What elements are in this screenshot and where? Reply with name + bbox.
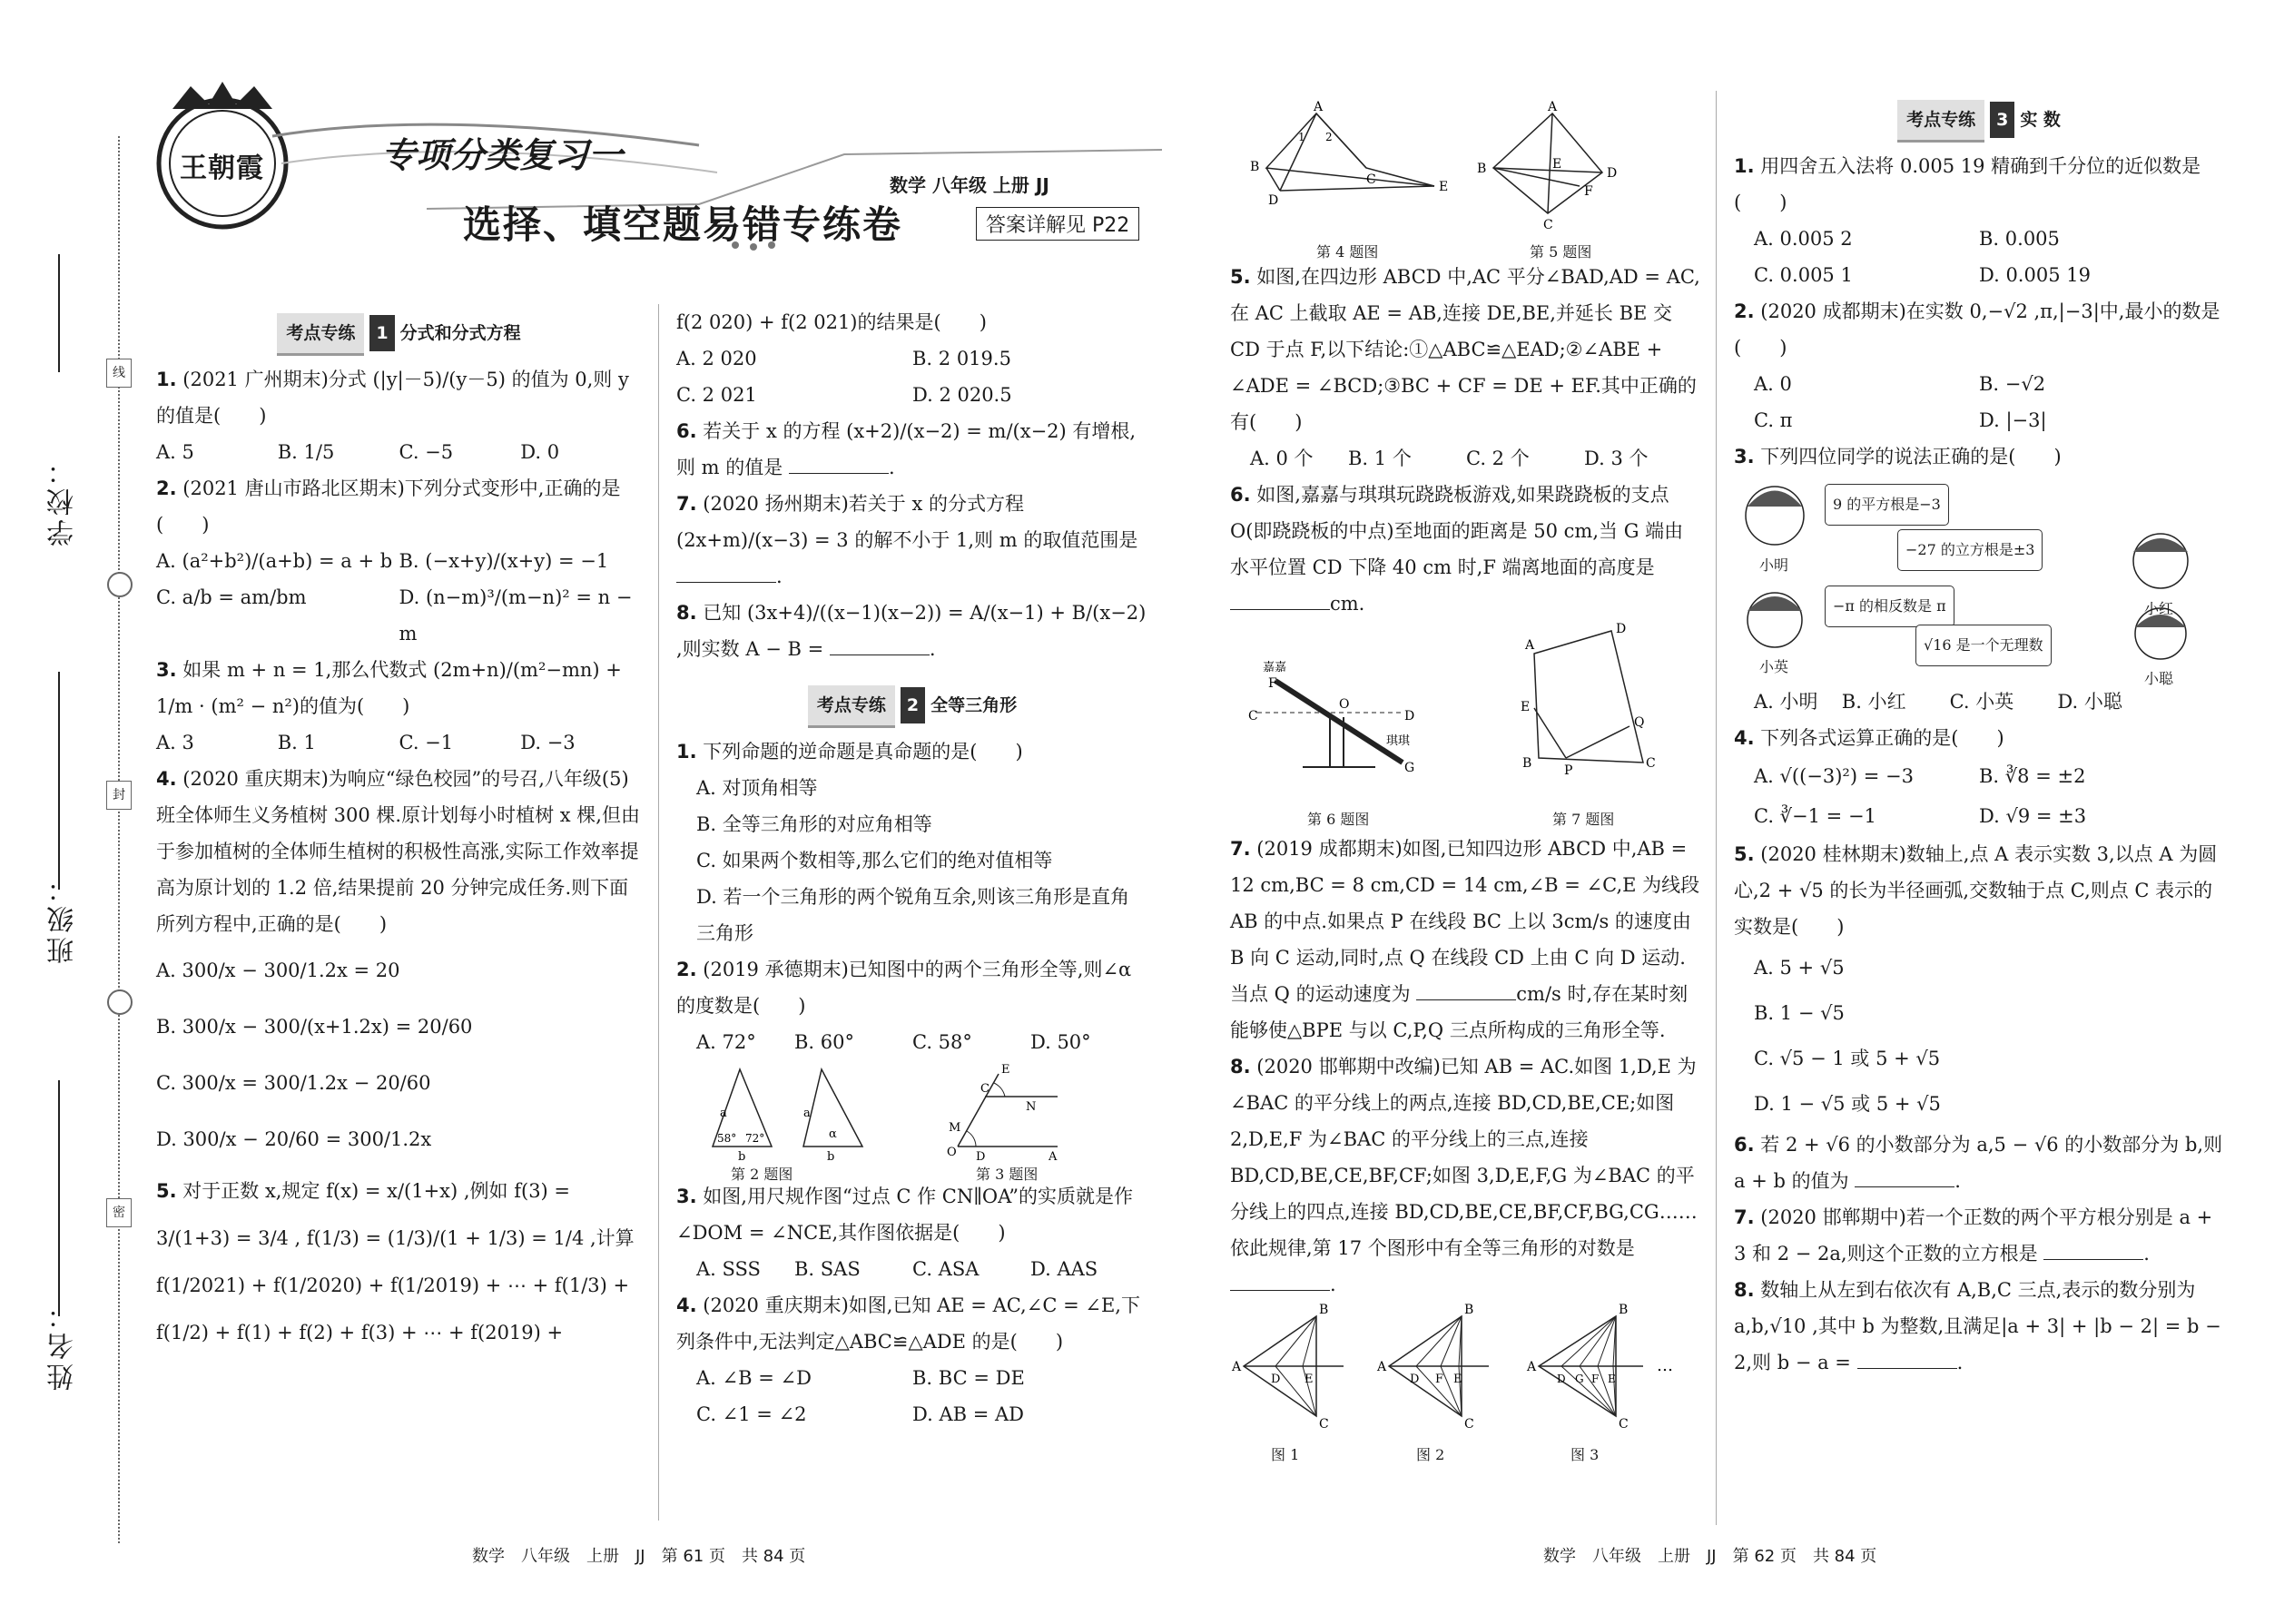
- seesaw-figures: [1230, 622, 1702, 803]
- question-3-7: 7. (2019 成都期末)如图,已知四边形 ABCD 中,AB = 12 cm,BC = 8 cm,CD = 14 cm,∠B = ∠C,E 为线段 AB 的中点.如果点 P 在线段 BC 上以 3cm/s 的速度由 B 向 C 运动,同时,点 Q 在线段 CD 上由 C 向 D 运动.当点 Q 的运动速度为 cm/s 时,存在某时刻能够使△BPE 与以 C,P,Q 三点所构成的三角形全等.: [1230, 838, 1700, 1041]
- binding-margin: [0, 0, 136, 1624]
- svg-text:N: N: [1026, 1100, 1037, 1114]
- student-name: 小明: [1759, 556, 1789, 574]
- figure-8-2-caption: 图 2: [1416, 1446, 1445, 1463]
- svg-text:A: A: [1525, 638, 1535, 653]
- section-header-2: 考点专练 2 全等三角形: [676, 685, 1148, 728]
- question-2: 2. (2021 唐山市路北区期末)下列分式变形中,正确的是( ): [156, 477, 621, 536]
- answer-blank[interactable]: [789, 455, 889, 474]
- column-3: [1230, 100, 1702, 1462]
- c4-options-1: A. 0.005 2 B. 0.005 C. 0.005 1 D. 0.005 19: [1754, 228, 2091, 286]
- svg-text:C: C: [1464, 1417, 1474, 1432]
- svg-text:1: 1: [1298, 131, 1305, 143]
- svg-text:E: E: [1453, 1373, 1462, 1386]
- figure-8-3-caption: 图 3: [1570, 1446, 1600, 1463]
- triangle-figures: [676, 1060, 1148, 1160]
- options-5: A. 2 020 B. 2 019.5 C. 2 021 D. 2 020.5: [676, 348, 1012, 406]
- student-name: 小聪: [2144, 670, 2174, 687]
- figure-3-caption: 第 3 题图: [976, 1166, 1039, 1183]
- svg-text:E: E: [1439, 180, 1449, 194]
- svg-text:E: E: [1608, 1373, 1616, 1385]
- brand-name: 王朝霞: [180, 153, 264, 184]
- school-line: [58, 254, 60, 372]
- cut-line: [118, 136, 120, 1543]
- page-meta: 数学 八年级 上册 JJ: [890, 174, 1049, 196]
- options-3: A. 3 B. 1 C. −1 D. −3: [156, 732, 576, 753]
- c4-question-6: 6. 若 2 + √6 的小数部分为 a,5 − √6 的小数部分为 b,则 a + b 的值为 .: [1734, 1134, 2223, 1192]
- class-line: [58, 672, 60, 890]
- svg-text:C: C: [1619, 1417, 1629, 1432]
- speech-bubble: √16 是一个无理数: [1915, 625, 2052, 666]
- svg-text:G: G: [1575, 1373, 1584, 1385]
- answer-blank[interactable]: [1230, 1272, 1330, 1291]
- page-title: 选择、填空题易错专练卷: [463, 202, 903, 247]
- c4-question-1: 1. 用四舍五入法将 0.005 19 精确到千分位的近似数是( ): [1734, 155, 2201, 213]
- c4-question-4: 4. 下列各式运算正确的是( ): [1734, 727, 2004, 749]
- question-3: 3. 如果 m + n = 1,那么代数式 (2m+n)/(m²−mn) + 1/m · (m² − n²)的值为( ): [156, 659, 622, 717]
- figures-4-5: [1230, 100, 1702, 259]
- svg-text:a: a: [720, 1107, 727, 1120]
- column-1: [156, 304, 642, 1356]
- jiajia-label: 嘉嘉: [1263, 661, 1287, 674]
- svg-text:B: B: [1319, 1303, 1329, 1317]
- question-5-cont: f(2 020) + f(2 021)的结果是( ): [676, 311, 987, 333]
- question-8: 8. 已知 (3x+4)/((x−1)(x−2)) = A/(x−1) + B/(x−2) ,则实数 A − B = .: [676, 602, 1147, 660]
- speech-bubble: −27 的立方根是±3: [1897, 529, 2043, 571]
- svg-text:M: M: [949, 1121, 961, 1135]
- svg-text:C: C: [1248, 709, 1258, 723]
- svg-text:C: C: [1543, 218, 1553, 232]
- figure-8-1-caption: 图 1: [1271, 1446, 1300, 1463]
- svg-text:D: D: [1607, 166, 1618, 181]
- question-5: 5. 对于正数 x,规定 f(x) = x/(1+x) ,例如 f(3) = 3/(1+3) = 3/4 , f(1/3) = (1/3)/(1 + 1/3) = 1/4 ,计算 f(1/2021) + f(1/2020) + f(1/2019) + ⋯ + f(1/3) + f(1/2) + f(1) + f(2) + f(3) + ⋯ + f(2019) +: [156, 1180, 635, 1343]
- svg-text:C: C: [1646, 756, 1656, 771]
- figures-2-3: [676, 1060, 1148, 1183]
- svg-text:F: F: [1435, 1373, 1444, 1386]
- figures-6-7: [1230, 622, 1702, 831]
- svg-text:D: D: [1271, 1373, 1281, 1386]
- figure-6-caption: 第 6 题图: [1307, 811, 1370, 828]
- column-divider: [1716, 91, 1717, 1525]
- footer-right: 数学 八年级 上册 JJ 第 62 页 共 84 页: [1543, 1547, 1877, 1566]
- question-3-8: 8. (2020 邯郸期中改编)已知 AB = AC.如图 1,D,E 为∠BAC 的平分线上的两点,连接 BD,CD,BE,CE;如图 2,D,E,F 为∠BAC 的平分线上的三点,连接 BD,CD,BE,CE,BF,CF;如图 3,D,E,F,G 为∠BAC 的平分线上的四点,连接 BD,CD,BE,CE,BF,CF,BG,CG……依此规律,第 17 个图形中有全等三角形的对数是 .: [1230, 1056, 1698, 1295]
- student-name: 小英: [1759, 658, 1789, 675]
- svg-text:B: B: [1477, 162, 1487, 176]
- c4-options-2: A. 0 B. −√2 C. π D. |−3|: [1754, 373, 2047, 431]
- figure-5-caption: 第 5 题图: [1530, 243, 1592, 261]
- students-figure: [1734, 475, 2224, 687]
- crown-icon: [172, 82, 272, 109]
- answer-blank[interactable]: [676, 564, 776, 583]
- svg-text:B: B: [1250, 160, 1260, 174]
- ellipsis: …: [1657, 1356, 1673, 1375]
- s2-question-1: 1. 下列命题的逆命题是真命题的是( ): [676, 741, 1023, 763]
- svg-text:C: C: [1366, 172, 1376, 187]
- seal-circle: [107, 572, 133, 597]
- svg-text:C: C: [980, 1082, 989, 1096]
- svg-text:E: E: [1552, 157, 1562, 172]
- answer-blank[interactable]: [1230, 591, 1330, 610]
- svg-text:2: 2: [1325, 131, 1333, 143]
- options-4: A. 300/x − 300/1.2x = 20 B. 300/x − 300/(x+1.2x) = 20/60 C. 300/x = 300/1.2x − 20/60 D. 300/x − 20/60 = 300/1.2x: [156, 960, 473, 1150]
- name-line: [58, 1080, 60, 1316]
- svg-text:A: A: [1377, 1360, 1387, 1374]
- c4-options-3: A. 小明 B. 小红 C. 小英 D. 小聪: [1754, 691, 2122, 713]
- answer-blank[interactable]: [2043, 1241, 2143, 1260]
- svg-text:D: D: [976, 1150, 986, 1160]
- s2-options-2: A. 72° B. 60° C. 58° D. 50°: [696, 1031, 1091, 1053]
- answer-blank[interactable]: [1857, 1350, 1957, 1369]
- c4-question-5: 5. (2020 桂林期末)数轴上,点 A 表示实数 3,以点 A 为圆心,2 + √5 的长为半径画弧,交数轴于点 C,则点 C 表示的实数是( ): [1734, 843, 2218, 938]
- svg-text:58°: 58°: [717, 1132, 737, 1145]
- s2-options-4: A. ∠B = ∠D B. BC = DE C. ∠1 = ∠2 D. AB = AD: [696, 1367, 1025, 1425]
- column-2: [676, 304, 1148, 1432]
- svg-text:G: G: [1404, 761, 1415, 775]
- c4-question-8: 8. 数轴上从左到右依次有 A,B,C 三点,表示的数分别为 a,b,√10 ,其中 b 为整数,且满足|a + 3| + |b − 2| = b − 2,则 b − a = .: [1734, 1279, 2221, 1373]
- column-4: [1734, 100, 2224, 1381]
- page-header: [136, 82, 1171, 290]
- svg-text:72°: 72°: [745, 1132, 765, 1145]
- svg-text:B: B: [1522, 756, 1532, 771]
- svg-text:A: A: [1548, 100, 1558, 114]
- svg-text:D: D: [1410, 1373, 1420, 1386]
- svg-text:α: α: [829, 1127, 837, 1141]
- question-7: 7. (2020 扬州期末)若关于 x 的分式方程 (2x+m)/(x−3) = 3 的解不小于 1,则 m 的取值范围是 .: [676, 493, 1138, 587]
- c4-question-3: 3. 下列四位同学的说法正确的是( ): [1734, 446, 2062, 468]
- svg-text:D: D: [1557, 1373, 1566, 1385]
- c4-question-2: 2. (2020 成都期末)在实数 0,−√2 ,π,|−3|中,最小的数是( ): [1734, 300, 2220, 359]
- seal-feng-char: 封: [106, 781, 132, 810]
- svg-text:F: F: [1591, 1373, 1600, 1385]
- s2-question-4: 4. (2020 重庆期末)如图,已知 AE = AC,∠C = ∠E,下列条件中,无法判定△ABC≌△ADE 的是( ): [676, 1294, 1140, 1353]
- svg-text:C: C: [1319, 1417, 1329, 1432]
- svg-text:b: b: [827, 1150, 835, 1160]
- quadrilateral-figures: [1230, 100, 1702, 236]
- s2-question-3: 3. 如图,用尺规作图“过点 C 作 CN∥OA”的实质就是作∠DOM = ∠NCE,其作图依据是( ): [676, 1186, 1133, 1244]
- question-6: 6. 若关于 x 的方程 (x+2)/(x−2) = m/(x−2) 有增根,则 m 的值是 .: [676, 420, 1137, 478]
- svg-text:Q: Q: [1634, 715, 1645, 730]
- section-header-3: 考点专练 3 实 数: [1734, 100, 2224, 143]
- svg-text:A: A: [1314, 100, 1324, 114]
- svg-text:O: O: [947, 1146, 957, 1159]
- svg-text:D: D: [1404, 709, 1415, 723]
- c4-options-4: A. √((−3)²) = −3 B. ∛8 = ±2 C. ∛−1 = −1 D. √9 = ±3: [1754, 765, 2087, 827]
- qiqi-label: 琪琪: [1386, 734, 1411, 748]
- speech-bubble: −π 的相反数是 π: [1825, 586, 1954, 627]
- svg-text:E: E: [1521, 700, 1531, 714]
- c4-options-5: A. 5 + √5 B. 1 − √5 C. √5 − 1 或 5 + √5 D. 1 − √5 或 5 + √5: [1754, 957, 1941, 1115]
- figures-8: [1230, 1303, 1702, 1462]
- svg-text:D: D: [1616, 622, 1627, 636]
- section-header-1: 考点专练 1 分式和分式方程: [156, 313, 642, 356]
- svg-text:A: A: [1049, 1150, 1058, 1160]
- svg-text:E: E: [1001, 1063, 1010, 1077]
- question-3-6: 6. 如图,嘉嘉与琪琪玩跷跷板游戏,如果跷跷板的支点 O(即跷跷板的中点)至地面的距离是 50 cm,当 G 端由水平位置 CD 下降 40 cm 时,F 端离地面的高度是 cm.: [1230, 484, 1684, 615]
- svg-text:A: A: [1232, 1360, 1242, 1374]
- class-label: 班级：: [47, 871, 79, 964]
- bisector-figures: [1230, 1303, 1702, 1439]
- column-divider: [658, 304, 659, 1521]
- svg-text:B: B: [1619, 1303, 1629, 1317]
- figure-2-caption: 第 2 题图: [731, 1166, 793, 1183]
- question-1: 1. (2021 广州期末)分式 (|y|－5)/(y－5) 的值为 0,则 y 的值是( ): [156, 369, 629, 427]
- series-title: 专项分类复习一: [381, 135, 624, 175]
- seal-mi-char: 密: [106, 1198, 132, 1227]
- question-3-5: 5. 如图,在四边形 ABCD 中,AC 平分∠BAD,AD = AC,在 AC 上截取 AE = AB,连接 DE,BE,并延长 BE 交 CD 于点 F,以下结论:①△ABC≌△EAD;②∠ABE + ∠ADE = ∠BCD;③BC + CF = DE + EF.其中正确的有( ): [1230, 266, 1700, 433]
- svg-text:B: B: [1464, 1303, 1474, 1317]
- school-label: 学校：: [47, 454, 79, 546]
- svg-text:E: E: [1305, 1373, 1314, 1386]
- svg-text:a: a: [803, 1107, 811, 1120]
- s2-options-3: A. SSS B. SAS C. ASA D. AAS: [696, 1258, 1098, 1280]
- answer-blank[interactable]: [830, 636, 930, 655]
- name-label: 姓名：: [47, 1298, 79, 1391]
- options-2: A. (a²+b²)/(a+b) = a + b B. (−x+y)/(x+y) = −1 C. a/b = am/bm D. (n−m)³/(m−n)² = n − m: [156, 550, 633, 645]
- svg-text:F: F: [1584, 184, 1593, 199]
- student-name: 小红: [2144, 600, 2174, 617]
- answer-blank[interactable]: [1855, 1168, 1954, 1187]
- svg-text:A: A: [1527, 1360, 1537, 1374]
- svg-text:O: O: [1339, 697, 1350, 712]
- answer-blank[interactable]: [1416, 981, 1516, 1000]
- s2-options-1: A. 对顶角相等 B. 全等三角形的对应角相等 C. 如果两个数相等,那么它们的绝对值相等 D. 若一个三角形的两个锐角互余,则该三角形是直角三角形: [696, 777, 1130, 944]
- svg-text:b: b: [738, 1150, 746, 1160]
- answer-ref: 答案详解见 P22: [976, 207, 1139, 241]
- speech-bubble: 9 的平方根是−3: [1825, 484, 1949, 526]
- options-1: A. 5 B. 1/5 C. −5 D. 0: [156, 441, 560, 463]
- svg-text:F: F: [1268, 676, 1277, 691]
- question-4: 4. (2020 重庆期末)为响应“绿色校园”的号召,八年级(5)班全体师生义务植树 300 棵.原计划每小时植树 x 棵,但由于参加植树的全体师生植树的积极性高涨,实际工作效率提高为原计划的 1.2 倍,结果提前 20 分钟完成任务.则下面所列方程中,正确的是( ): [156, 768, 640, 935]
- s2-question-2: 2. (2019 承德期末)已知图中的两个三角形全等,则∠α 的度数是( ): [676, 959, 1132, 1017]
- seal-line-char: 线: [106, 359, 132, 388]
- svg-text:P: P: [1564, 763, 1573, 778]
- footer-left: 数学 八年级 上册 JJ 第 61 页 共 84 页: [472, 1547, 806, 1566]
- seal-circle: [107, 989, 133, 1015]
- figure-4-caption: 第 4 题图: [1316, 243, 1379, 261]
- figure-7-caption: 第 7 题图: [1552, 811, 1615, 828]
- options-3-5: A. 0 个 B. 1 个 C. 2 个 D. 3 个: [1250, 448, 1649, 469]
- svg-text:D: D: [1268, 193, 1279, 208]
- c4-question-7: 7. (2020 邯郸期中)若一个正数的两个平方根分别是 a + 3 和 2 − 2a,则这个正数的立方根是 .: [1734, 1206, 2213, 1265]
